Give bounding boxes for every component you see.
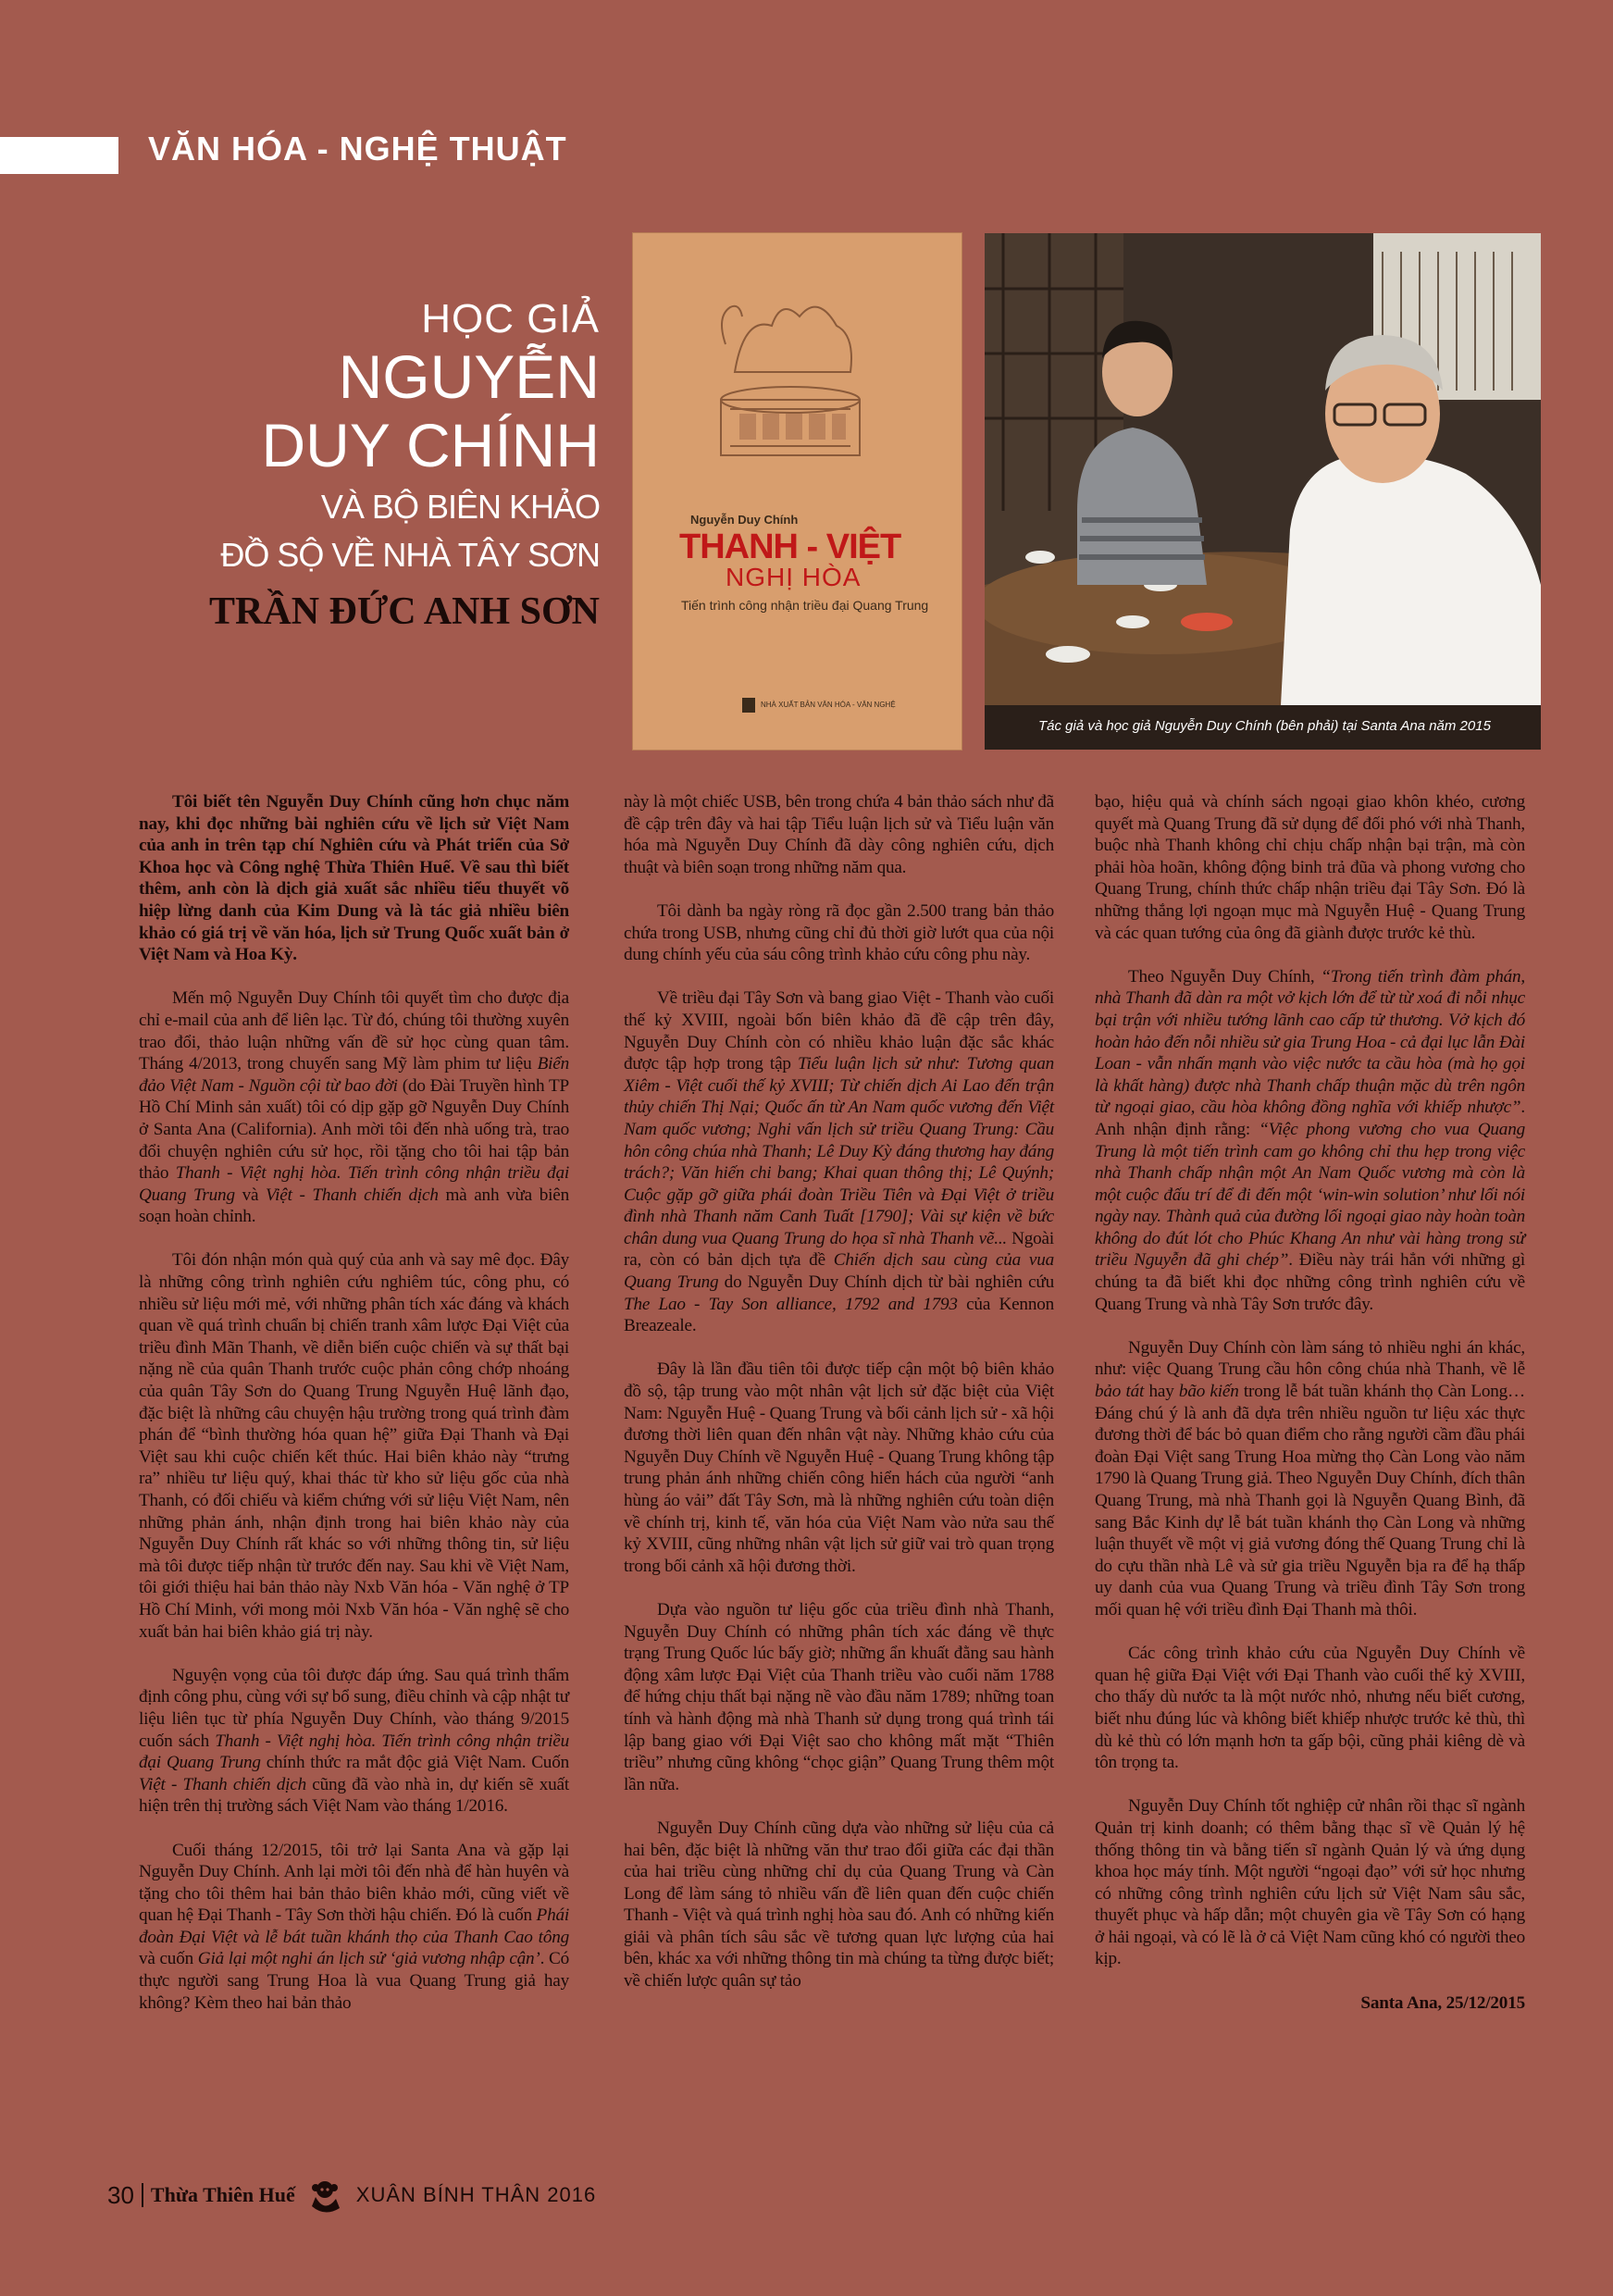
- italic-span: Việt - Thanh chiến dịch: [139, 1774, 306, 1794]
- paragraph: bạo, hiệu quả và chính sách ngoại giao khôn khéo, cương quyết mà Quang Trung đã sử dụng để đối phó với nhà Thanh, buộc nhà Thanh không chỉ chịu chấp nhận bại trận, mà còn phải hòa hoãn, không động binh trả đũa và phong vương cho Quang Trung, chính thức chấp nhận triều đại Tây Sơn. Đó là những thắng lợi ngoạn mục mà Nguyễn Huệ - Quang Trung và các quan tướng của ông đã giành được trước kẻ thù.: [1095, 792, 1525, 943]
- photo-scene: [985, 233, 1541, 750]
- text-column-2: [624, 791, 1054, 2014]
- book-author: Nguyễn Duy Chính: [690, 513, 799, 527]
- title-line: NGUYỄN: [338, 342, 600, 411]
- text-span: Ngoài ra, còn có bản dịch tựa đề: [624, 1228, 1054, 1271]
- italic-span: Tiểu luận lịch sử như: Tương quan Xiêm - Việt cuối thế kỷ XVIII; Từ chiến dịch Ai Lao đến trận thủy chiến Thị Nại; Quốc ấn từ An Nam quốc vương đến Việt Nam quốc vương; Nghi vấn lịch sử triều Quang Trung: Cầu hôn công chúa nhà Thanh; Lê Duy Kỳ đáng thương hay đáng trách?; Văn hiến chi bang; Khai quan thông thị; Lê Quýnh; Cuộc gặp gỡ giữa phái đoàn Triều Tiên và Đại Việt ở triều đình nhà Thanh năm Canh Tuất [1790]; Vài sự kiện về bức chân dung vua Quang Trung do họa sĩ nhà Thanh vẽ...: [624, 1054, 1054, 1248]
- italic-span: bão kiến: [1178, 1382, 1239, 1402]
- italic-span: Giả lại một nghi án lịch sử ‘giả vương nhập cận’: [197, 1949, 540, 1969]
- camel-seal-illustration: [689, 261, 892, 469]
- paragraph: Nguyễn Duy Chính cũng dựa vào những sử liệu của cả hai bên, đặc biệt là những văn thư trao đổi giữa các đại thần của hai triều cùng những chỉ dụ của Quang Trung và Càn Long để làm sáng tỏ nhiều vấn đề liên quan đến cuộc chiến Thanh - Việt và quá trình nghị hòa sau đó. Anh có những kiến giải và phân tích sâu sắc về tương quan lực lượng của hai bên, khác xa với những thông tin mà chúng ta từng được biết; về chiến lược quân sự tảo: [624, 1818, 1054, 1992]
- italic-span: Biển đảo Việt Nam - Nguồn cội từ bao đời: [139, 1054, 569, 1096]
- text-span: Theo Nguyễn Duy Chính,: [1128, 966, 1321, 987]
- section-bar: [0, 137, 118, 174]
- italic-span: Thanh - Việt nghị hòa. Tiến trình công nhận triều đại Quang Trung: [139, 1163, 569, 1205]
- text-span: của Kennon Breazeale.: [624, 1294, 1054, 1336]
- paragraph: này là một chiếc USB, bên trong chứa 4 bản thảo sách như đã đề cập trên đây và hai tập Tiểu luận lịch sử và Tiểu luận văn hóa mà Nguyễn Duy Chính đã dày công nghiên cứu, dịch thuật và biên soạn trong những năm qua.: [624, 792, 1054, 877]
- photo-caption: Tác giả và học giả Nguyễn Duy Chính (bên phải) tại Santa Ana năm 2015: [1038, 718, 1491, 734]
- paragraph: Tôi đón nhận món quà quý của anh và say mê đọc. Đây là những công trình nghiên cứu nghiêm túc, công phu, có nhiều sử liệu mới mẻ, với những phân tích xác đáng và khách quan về quá trình chuẩn bị chiến tranh xâm lược Đại Việt của triều đình Mãn Thanh, về diễn biến cuộc chiến và sự thất bại nặng nề của quân Thanh trước cuộc phản công chớp nhoáng của quân Tây Sơn do Quang Trung Nguyễn Huệ lãnh đạo, đặc biệt là những câu chuyện hậu trường trong quá trình đàm phán để “bình thường hóa quan hệ” giữa Đại Thanh và Đại Việt sau khi cuộc chiến kết thúc. Hai biên khảo này “trưng ra” nhiều tư liệu quý, khai thác từ kho sử liệu gốc của nhà Thanh, có đối chiếu và kiểm chứng với sử liệu Việt Nam, nên những phản ánh, nhận định trong hai biên khảo này của Nguyễn Duy Chính rất khác so với những thông tin, sử liệu mà tôi được tiếp nhận từ trước đến nay. Sau khi về Việt Nam, tôi giới thiệu hai bản thảo này Nxb Văn hóa - Văn nghệ ở TP Hồ Chí Minh, với mong mỏi Nxb Văn hóa - Văn nghệ sẽ cho xuất bản hai biên khảo giá trị này.: [139, 1250, 569, 1642]
- title-line: DUY CHÍNH: [261, 411, 600, 479]
- paragraph: Các công trình khảo cứu của Nguyễn Duy Chính về quan hệ giữa Đại Việt với Đại Thanh vào cuối thế kỷ XVIII, cho thấy dù nước ta là một nước nhỏ, nhưng nếu biết cương, biết nhu đúng lúc và không biết khiếp nhược trước kẻ thù, thì dù kẻ thù có lớn mạnh hơn ta gấp bội, cũng phải kiêng dè và tôn trọng ta.: [1095, 1644, 1525, 1773]
- paragraph: [1095, 966, 1525, 1316]
- section-label: VĂN HÓA - NGHỆ THUẬT: [148, 130, 567, 168]
- paragraph: [1095, 1337, 1525, 1621]
- page-footer: [107, 2177, 596, 2214]
- photo-caption-bar: [985, 705, 1541, 750]
- text-span: . Anh nhận định rằng:: [1095, 1098, 1525, 1139]
- text-span: (do Đài Truyền hình TP Hồ Chí Minh sản xuất) tôi có dịp gặp gỡ Nguyễn Duy Chính ở Santa Ana (California). Anh mời tôi đến nhà uống trà, trao đổi chuyện nghiên cứu sử học, rồi tặng cho tôi hai tập bản thảo: [139, 1075, 569, 1184]
- book-publisher: NHÀ XUẤT BẢN VĂN HÓA - VĂN NGHỆ: [761, 701, 896, 709]
- text-span: Nguyễn Duy Chính còn làm sáng tỏ nhiều nghi án khác, như: việc Quang Trung cầu hôn công chúa nhà Thanh, về lễ: [1095, 1337, 1525, 1380]
- title-line: ĐỒ SỘ VỀ NHÀ TÂY SƠN: [220, 536, 600, 574]
- text-span: . Điều này trái hẳn với những gì chúng ta đã biết khi đọc những công trình nghiên cứu về Quang Trung và nhà Tây Sơn trước đây.: [1095, 1250, 1525, 1314]
- magazine-name: Thừa Thiên Huế: [150, 2183, 295, 2206]
- lead-paragraph: Tôi biết tên Nguyễn Duy Chính cũng hơn chục năm nay, khi đọc những bài nghiên cứu về lịch sử Việt Nam của anh in trên tạp chí Nghiên cứu và Phát triển của Sở Khoa học và Công nghệ Thừa Thiên Huế. Về sau thì biết thêm, anh còn là dịch giả xuất sắc nhiều tiểu thuyết võ hiệp lừng danh của Kim Dung và là tác giả nhiều biên khảo có giá trị về văn hóa, lịch sử Trung Quốc xuất bản ở Việt Nam và Hoa Kỳ.: [139, 792, 569, 965]
- title-line: VÀ BỘ BIÊN KHẢO: [320, 488, 600, 526]
- text-span: và: [234, 1185, 267, 1205]
- italic-span: Thanh - Việt nghị hòa. Tiến trình công nhận triều đại Quang Trung: [139, 1731, 569, 1773]
- text-column-1: [139, 791, 569, 2036]
- article-author: TRẦN ĐỨC ANH SƠN: [209, 590, 600, 633]
- footer-divider: [142, 2183, 143, 2207]
- italic-span: “Trong tiến trình đàm phán, nhà Thanh đã dàn ra một vở kịch lớn để từ từ xoá đi nỗi nhục bại trận với nhiều tướng lãnh cao cấp tử thương. Vở kịch đó hoàn hảo đến nỗi nhiều sử gia Trung Hoa - cả đại lục lẫn Đài Loan - vẫn nhấn mạnh vào việc nước ta cầu hòa (mà họ gọi là khất hàng) được nhà Thanh chấp thuận mặc dù trên ngôn từ ngoại giao, cầu hòa không đồng nghĩa với khiếp nhược”: [1095, 966, 1525, 1118]
- italic-span: The Lao - Tay Son alliance, 1792 and 1793: [624, 1294, 958, 1314]
- book-cover-image: [633, 233, 962, 750]
- paragraph: Tôi dành ba ngày ròng rã đọc gần 2.500 trang bản thảo chứa trong USB, nhưng cũng chỉ đủ thời giờ lướt qua của nội dung chính yếu của sáu công trình khảo cứu công phu này.: [624, 900, 1054, 965]
- text-span: Cuối tháng 12/2015, tôi trở lại Santa Ana và gặp lại Nguyễn Duy Chính. Anh lại mời tôi đến nhà để hàn huyên và tặng cho tôi thêm hai bản thảo biên khảo mới, cũng viết về quan hệ Đại Thanh - Tây Sơn thời hậu chiến. Đó là cuốn: [139, 1840, 569, 1926]
- monkey-logo-icon: [306, 2177, 345, 2214]
- paragraph: [139, 987, 569, 1228]
- text-span: . Có thực người sang Trung Hoa là vua Quang Trung giả hay không? Kèm theo hai bản thảo: [139, 1949, 569, 2013]
- text-column-3: [1095, 791, 1525, 2036]
- italic-span: “Việc phong vương cho vua Quang Trung là một tiến trình cam go không chỉ thu hẹp trong việc nhà Thanh chấp nhận một An Nam Quốc vương mà còn là một cuộc đấu trí để đi đến một ‘win-win solution’ như lối nói ngày nay. Thành quả của đường lối ngoại giao này hoàn toàn không do đút lót cho Phúc Khang An như vài hàng trong sử triều Nguyễn đã ghi chép”: [1095, 1119, 1525, 1271]
- paragraph: [139, 1665, 569, 1818]
- book-title-2: NGHỊ HÒA: [726, 563, 862, 591]
- paragraph: Đây là lần đầu tiên tôi được tiếp cận một bộ biên khảo đồ sộ, tập trung vào một nhân vật lịch sử đặc biệt của Việt Nam: Nguyễn Huệ - Quang Trung và bối cảnh lịch sử - xã hội đương thời liên quan đến nhân vật này. Những khảo cứu của Nguyễn Duy Chính về Nguyễn Huệ - Quang Trung không tập trung phản ánh những chiến công hiển hách của người “anh hùng áo vải” đất Tây Sơn, mà là những nghiên cứu toàn diện về chính trị, kinh tế, văn hóa của Việt Nam vào nửa sau thế kỷ XVIII, cũng những nhân vật lịch sử giữ vai trò quan trọng trong bối cảnh xã hội đương thời.: [624, 1359, 1054, 1576]
- italic-span: bảo tát: [1095, 1382, 1145, 1402]
- paragraph: [624, 987, 1054, 1337]
- paragraph: Nguyễn Duy Chính tốt nghiệp cử nhân rồi thạc sĩ ngành Quản trị kinh doanh; có thêm bằng thạc sĩ về Quản lý hệ thống thông tin và bằng tiến sĩ ngành Quản lý và ứng dụng khoa học máy tính. Một người “ngoại đạo” với sử học nhưng có những công trình nghiên cứu lịch sử Việt Nam sâu sắc, thuyết phục và hấp dẫn; một chuyên gia về Tây Sơn có hạng ở hải ngoại, và có lẽ là ở cả Việt Nam cũng khó có người theo kịp.: [1095, 1796, 1525, 1969]
- title-line: HỌC GIẢ: [421, 296, 600, 341]
- signature: Santa Ana, 25/12/2015: [1360, 1992, 1525, 2013]
- text-span: Về triều đại Tây Sơn và bang giao Việt - Thanh vào cuối thế kỷ XVIII, ngoài bốn biên khảo đã đề cập trên đây, Nguyễn Duy Chính còn có nhiều khảo luận đặc sắc khác được tập hợp trong tập: [624, 988, 1054, 1074]
- text-span: và cuốn: [139, 1949, 198, 1969]
- italic-span: Phái đoàn Đại Việt và lễ bát tuần khánh thọ của Thanh Cao tông: [139, 1905, 569, 1947]
- author-photo: [985, 233, 1541, 750]
- book-subtitle: Tiến trình công nhận triều đại Quang Trung: [681, 598, 929, 613]
- text-span: do Nguyễn Duy Chính dịch từ bài nghiên cứu: [718, 1272, 1054, 1293]
- text-span: chính thức ra mắt độc giả Việt Nam. Cuốn: [260, 1753, 569, 1773]
- italic-span: Chiến dịch sau cùng của vua Quang Trung: [624, 1250, 1055, 1293]
- paragraph: Dựa vào nguồn tư liệu gốc của triều đình nhà Thanh, Nguyễn Duy Chính có những phân tích xác đáng về thực trạng Trung Quốc lúc bấy giờ; những ẩn khuất đằng sau hành động xâm lược Đại Việt của Thanh triều vào cuối năm 1788 để hứng chịu thất bại nặng nề vào đầu năm 1789; những toan tính và hành động mà nhà Thanh sử dụng trong quá trình tái lập bang giao với Đại Việt sao cho không mất mặt “Thiên triều” nhưng cũng không “chọc giận” Quang Trung thêm một lần nữa.: [624, 1599, 1054, 1794]
- text-span: Mến mộ Nguyễn Duy Chính tôi quyết tìm cho được địa chỉ e-mail của anh để liên lạc. Từ đó, chúng tôi thường xuyên trao đổi, thảo luận những vấn đề sử học cùng quan tâm. Tháng 4/2013, trong chuyến sang Mỹ làm phim tư liệu: [139, 988, 569, 1074]
- book-title: THANH - VIỆT: [679, 527, 901, 566]
- paragraph: [139, 1840, 569, 2015]
- issue-name: XUÂN BÍNH THÂN 2016: [355, 2183, 597, 2206]
- page-number: 30: [107, 2180, 134, 2209]
- text-span: hay: [1144, 1382, 1179, 1402]
- text-span: cũng đã vào nhà in, dự kiến sẽ xuất hiện trên thị trường sách Việt Nam vào tháng 1/2016.: [139, 1774, 569, 1817]
- publisher-logo-icon: [742, 698, 755, 713]
- text-span: trong lễ bát tuần khánh thọ Càn Long… Đáng chú ý là anh đã dựa trên nhiều nguồn tư liệu xác thực đương thời để bác bỏ quan điểm cho rằng người cầm đầu phái đoàn Đại Việt sang Trung Hoa mừng thọ Càn Long vào năm 1790 là Quang Trung giả. Theo Nguyễn Duy Chính, đích thân Quang Trung, mà nhà Thanh gọi là Nguyễn Quang Bình, đã sang Bắc Kinh dự lễ bát tuần khánh thọ Càn Long và những luận thuyết về một vị giả vương đóng thế Quang Trung chỉ là do cựu thần nhà Lê và sử gia triều Nguyễn bịa ra để hạ thấp uy danh của vua Quang Trung và triều đình Tây Sơn trong mối quan hệ với triều đình Đại Thanh mà thôi.: [1095, 1382, 1526, 1620]
- italic-span: Việt - Thanh chiến dịch: [266, 1185, 439, 1205]
- text-span: mà anh vừa biên soạn hoàn chỉnh.: [139, 1185, 569, 1227]
- article-title-block: [139, 296, 600, 635]
- text-span: Nguyện vọng của tôi được đáp ứng. Sau quá trình thẩm định công phu, cùng với sự bổ sung, điều chỉnh và cập nhật tư liệu liên tục từ phía Nguyễn Duy Chính, vào tháng 9/2015 cuốn sách: [139, 1665, 569, 1751]
